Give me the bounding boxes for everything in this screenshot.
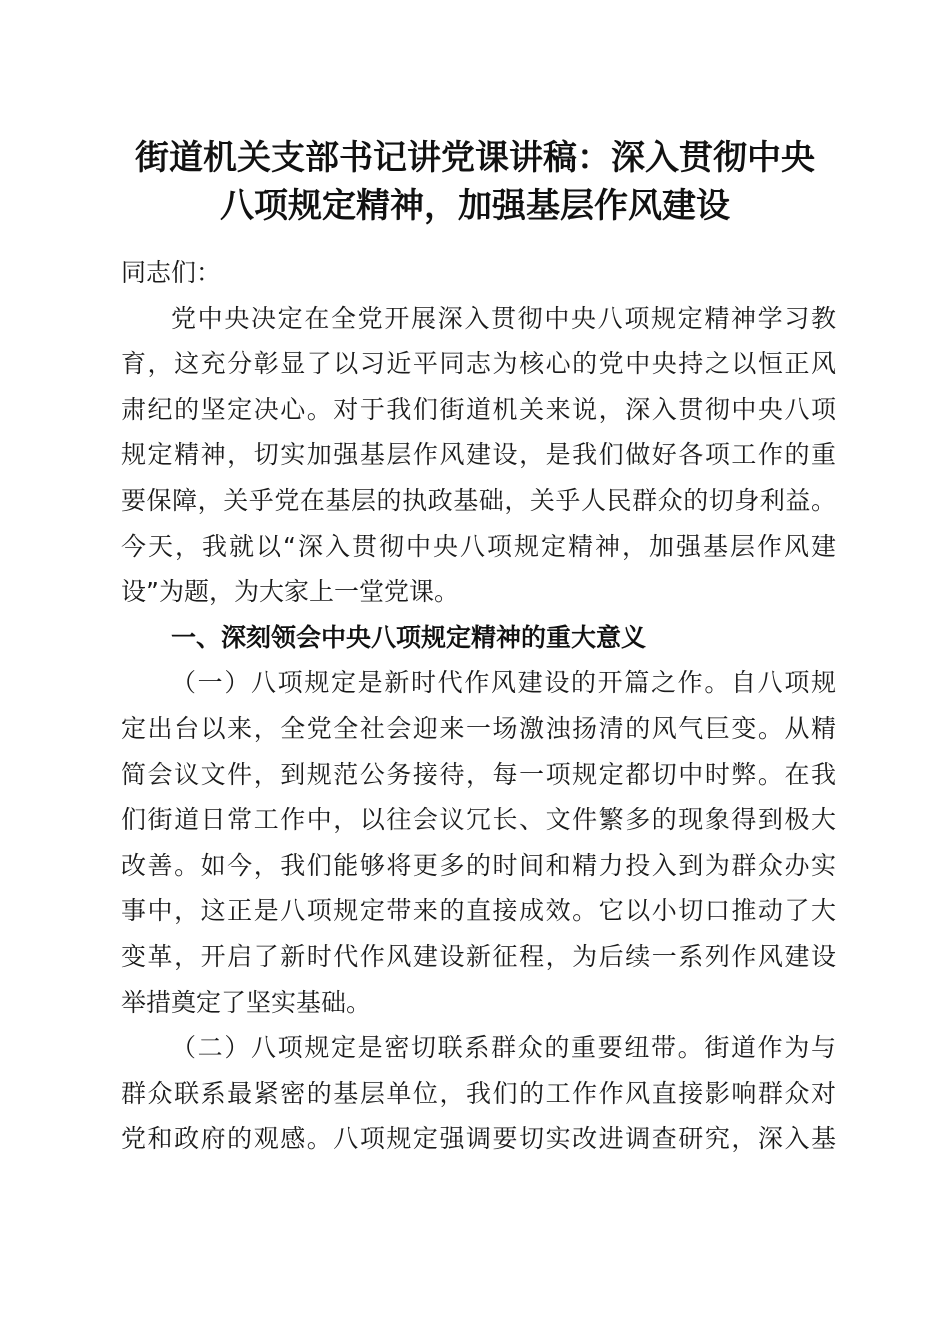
paragraph-line: 设”为题，为大家上一堂党课。 <box>121 577 459 607</box>
paragraph-line: 变革，开启了新时代作风建设新征程，为后续一系列作风建设 <box>121 941 836 971</box>
title-line-2: 八项规定精神，加强基层作风建设 <box>220 186 730 226</box>
paragraph-line: 要保障，关乎党在基层的执政基础，关乎人民群众的切身利益。 <box>121 485 836 515</box>
paragraph-line: 党中央决定在全党开展深入贯彻中央八项规定精神学习教 <box>171 303 836 333</box>
subsection-2-paragraph <box>121 1025 836 1162</box>
paragraph-line: 今天，我就以“深入贯彻中央八项规定精神，加强基层作风建 <box>121 531 836 561</box>
document-body <box>121 250 836 1162</box>
paragraph-line: 简会议文件，到规范公务接待，每一项规定都切中时弊。在我 <box>121 759 836 789</box>
paragraph-line: 定出台以来，全党全社会迎来一场激浊扬清的风气巨变。从精 <box>121 713 836 743</box>
section-heading: 一、深刻领会中央八项规定精神的重大意义 <box>171 622 647 652</box>
title-line-1: 街道机关支部书记讲党课讲稿：深入贯彻中央 <box>135 138 815 178</box>
paragraph-line: 群众联系最紧密的基层单位，我们的工作作风直接影响群众对 <box>121 1078 836 1108</box>
paragraph-line: 举措奠定了坚实基础。 <box>121 987 372 1017</box>
paragraph-line: 育，这充分彰显了以习近平同志为核心的党中央持之以恒正风 <box>121 349 836 379</box>
paragraph-line: 们街道日常工作中，以往会议冗长、文件繁多的现象得到极大 <box>121 805 836 835</box>
document-title <box>100 134 850 230</box>
paragraph-line: 规定精神，切实加强基层作风建设，是我们做好各项工作的重 <box>121 440 836 470</box>
paragraph-line: 改善。如今，我们能够将更多的时间和精力投入到为群众办实 <box>121 850 836 880</box>
subsection-1-paragraph <box>121 660 836 1025</box>
salutation: 同志们： <box>121 258 222 287</box>
paragraph-line: 肃纪的坚定决心。对于我们街道机关来说，深入贯彻中央八项 <box>121 394 836 424</box>
paragraph-line: （二）八项规定是密切联系群众的重要纽带。街道作为与 <box>171 1033 836 1063</box>
paragraph-line: （一）八项规定是新时代作风建设的开篇之作。自八项规 <box>171 668 836 698</box>
paragraph-line: 事中，这正是八项规定带来的直接成效。它以小切口推动了大 <box>121 896 836 926</box>
paragraph-line: 党和政府的观感。八项规定强调要切实改进调查研究，深入基 <box>121 1124 836 1154</box>
intro-paragraph <box>121 296 836 615</box>
